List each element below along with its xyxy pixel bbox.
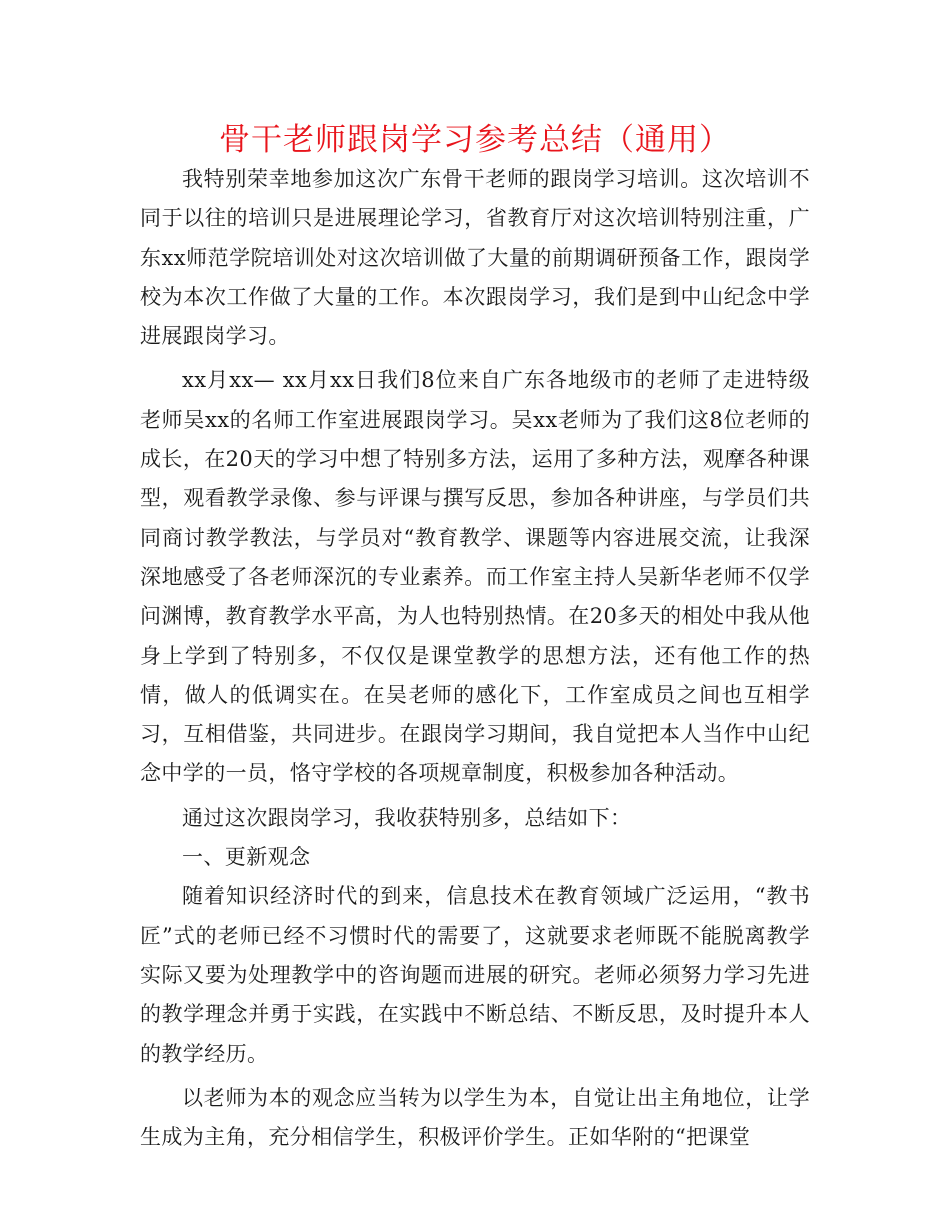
page-title: 骨干老师跟岗学习参考总结（通用） [219, 122, 731, 158]
paragraph-knowledge-era: 随着知识经济时代的到来，信息技术在教育领域广泛运用，“教书匠”式的老师已经不习惯时代的需要了，这就要求老师既不能脱离教学实际又要为处理教学中的咨询题而进展的研究。老师必须努力学习先进的教学理念并勇于实践，在实践中不断总结、不断反思，及时提升本人的教学经历。 [140, 884, 810, 1066]
paragraph-experience: xx月xx— xx月xx日我们8位来自广东各地级市的老师了走进特级老师吴xx的名师工作室进展跟岗学习。吴xx老师为了我们这8位老师的成长，在20天的学习中想了特别多方法，运用了多种方法，观摩各种课型，观看教学录像、参与评课与撰写反思，参加各种讲座，与学员们共同商讨教学教法，与学员对“教育教学、课题等内容进展交流，让我深深地感受了各老师深沉的专业素养。而工作室主持人吴新华老师不仅学问渊博，教育教学水平高，为人也特别热情。在20多天的相处中我从他身上学到了特别多，不仅仅是课堂教学的思想方法，还有他工作的热情，做人的低调实在。在吴老师的感化下，工作室成员之间也互相学习，互相借鉴，共同进步。在跟岗学习期间，我自觉把本人当作中山纪念中学的一员，恪守学校的各项规章制度，积极参加各种活动。 [140, 368, 810, 786]
paragraph-intro: 我特别荣幸地参加这次广东骨干老师的跟岗学习培训。这次培训不同于以往的培训只是进展理论学习，省教育厅对这次培训特别注重，广东xx师范学院培训处对这次培训做了大量的前期调研预备工作，跟岗学校为本次工作做了大量的工作。本次跟岗学习，我们是到中山纪念中学进展跟岗学习。 [140, 167, 810, 349]
paragraph-student-centered: 以老师为本的观念应当转为以学生为本，自觉让出主角地位，让学生成为主角，充分相信学生，积极评价学生。正如华附的“把课堂 [140, 1085, 810, 1150]
paragraph-summary-lead: 通过这次跟岗学习，我收获特别多，总结如下： [182, 805, 632, 830]
section-heading-update-concept: 一、更新观念 [182, 845, 311, 870]
document-body [140, 160, 810, 1157]
